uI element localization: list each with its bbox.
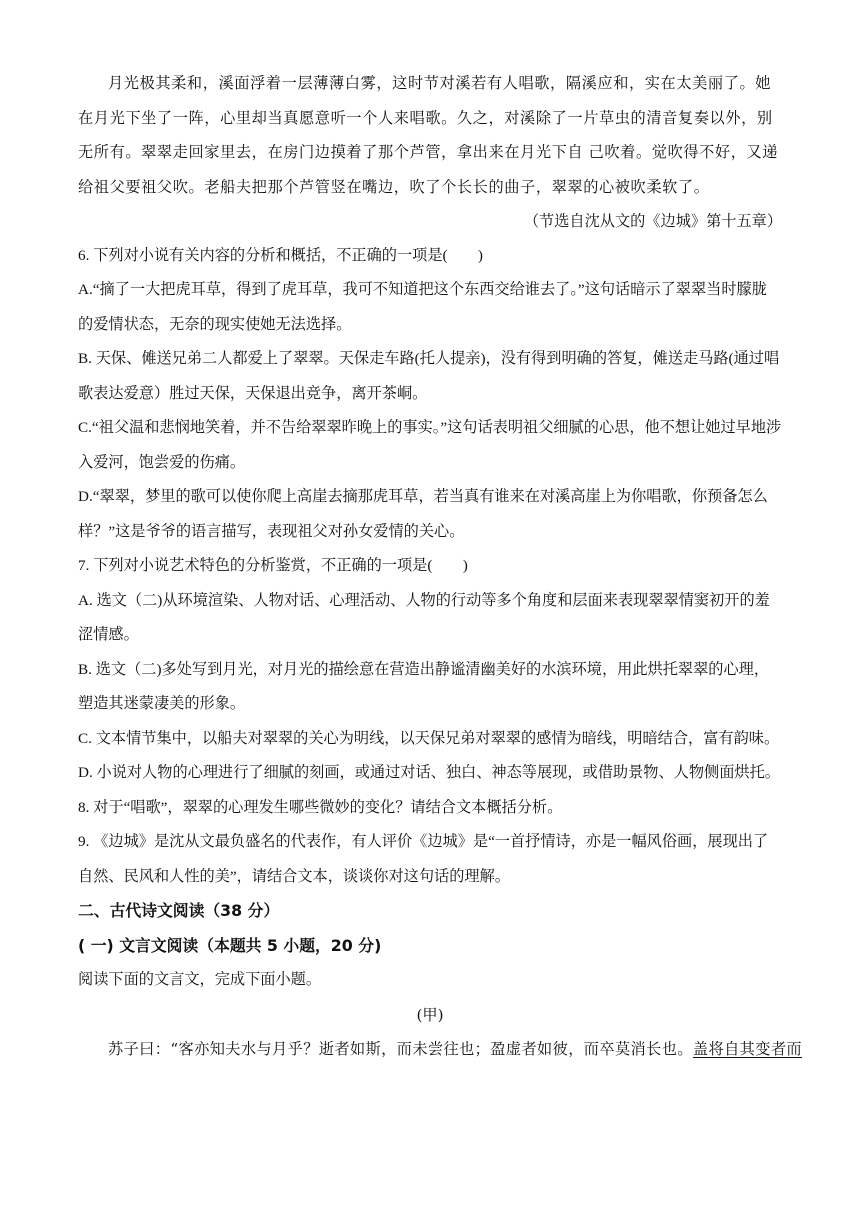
section-2-title: 二、古代诗文阅读（38 分）: [78, 901, 280, 920]
section-2-instruction: 阅读下面的文言文，完成下面小题。: [78, 971, 321, 988]
question-6-option-a: A.“摘了一大把虎耳草，得到了虎耳草，我可不知道把这个东西交给谁去了。”这句话暗示了翠翠当时朦胧的爱情状态，无奈的现实使她无法选择。: [78, 281, 767, 333]
passage-paragraph: 月光极其柔和，溪面浮着一层薄薄白雾，这时节对溪若有人唱歌，隔溪应和，实在太美丽了。她在月光下坐了一阵，心里却当真愿意听一个人来唱歌。久之，对溪除了一片草虫的清音复奏以外，别无所有。翠翠走回家里去，在房门边摸着了那个芦管，拿出来在月光下自 己吹着。觉吹得不好，又递给祖父要祖父吹。老船夫把那个芦管竖在嘴边，吹了个长长的曲子，翠翠的心被吹柔软了。: [78, 74, 779, 196]
question-6-option-b: B. 天保、傩送兄弟二人都爱上了翠翠。天保走车路(托人提亲)，没有得到明确的答复，傩送走马路(通过唱歌表达爱意）胜过天保，天保退出竞争，离开茶峒。: [78, 350, 780, 402]
question-7-option-b: B. 选文（二)多处写到月光，对月光的描绘意在营造出静谧清幽美好的水滨环境，用此烘托翠翠的心理，塑造其迷蒙凄美的形象。: [78, 660, 770, 712]
question-6-option-d: D.“翠翠，梦里的歌可以使你爬上高崖去摘那虎耳草，若当真有谁来在对溪高崖上为你唱歌，你预备怎么样？”这是爷爷的语言描写，表现祖父对孙女爱情的关心。: [78, 488, 768, 540]
question-7-option-d: D. 小说对人物的心理进行了细腻的刻画，或通过对话、独白、神态等展现，或借助景物、人物侧面烘托。: [78, 764, 780, 781]
question-8-stem: 8. 对于“唱歌”，翠翠的心理发生哪些微妙的变化？请结合文本概括分析。: [78, 798, 563, 816]
question-7-option-c: C. 文本情节集中，以船夫对翠翠的关心为明线，以天保兄弟对翠翠的感情为暗线，明暗结合，富有韵味。: [78, 729, 780, 747]
classical-text-paragraph: [78, 1032, 803, 1067]
question-6-option-c: C.“祖父温和悲悯地笑着，并不告给翠翠昨晚上的事实。”这句话表明祖父细腻的心思，他不想让她过早地涉入爱河，饱尝爱的伤痛。: [78, 419, 782, 471]
question-7-stem: 7. 下列对小说艺术特色的分析鉴赏，不正确的一项是( ): [78, 557, 468, 574]
question-9-stem: 9. 《边城》是沈从文最负盛名的代表作，有人评价《边城》是“一首抒情诗，亦是一幅风俗画，展现出了自然、民风和人性的美”，请结合文本，谈谈你对这句话的理解。: [78, 833, 769, 885]
passage-jia-label: (甲): [416, 1005, 444, 1024]
question-6-stem: 6. 下列对小说有关内容的分析和概括，不正确的一项是( ): [78, 246, 483, 264]
passage-source: （节选自沈从文的《边城》第十五章）: [523, 212, 782, 230]
question-7-option-a: A. 选文（二)从环境渲染、人物对话、心理活动、人物的行动等多个角度和层面来表现翠翠情窦初开的羞涩情感。: [78, 591, 770, 643]
section-2-subtitle: ( 一) 文言文阅读（本题共 5 小题，20 分): [78, 935, 382, 955]
classical-text-plain: 苏子曰：“客亦知夫水与月乎？逝者如斯，而未尝往也；盈虚者如彼，而卒莫消长也。: [108, 1040, 693, 1058]
classical-text-underlined: 盖将自其变者而: [692, 1040, 803, 1058]
